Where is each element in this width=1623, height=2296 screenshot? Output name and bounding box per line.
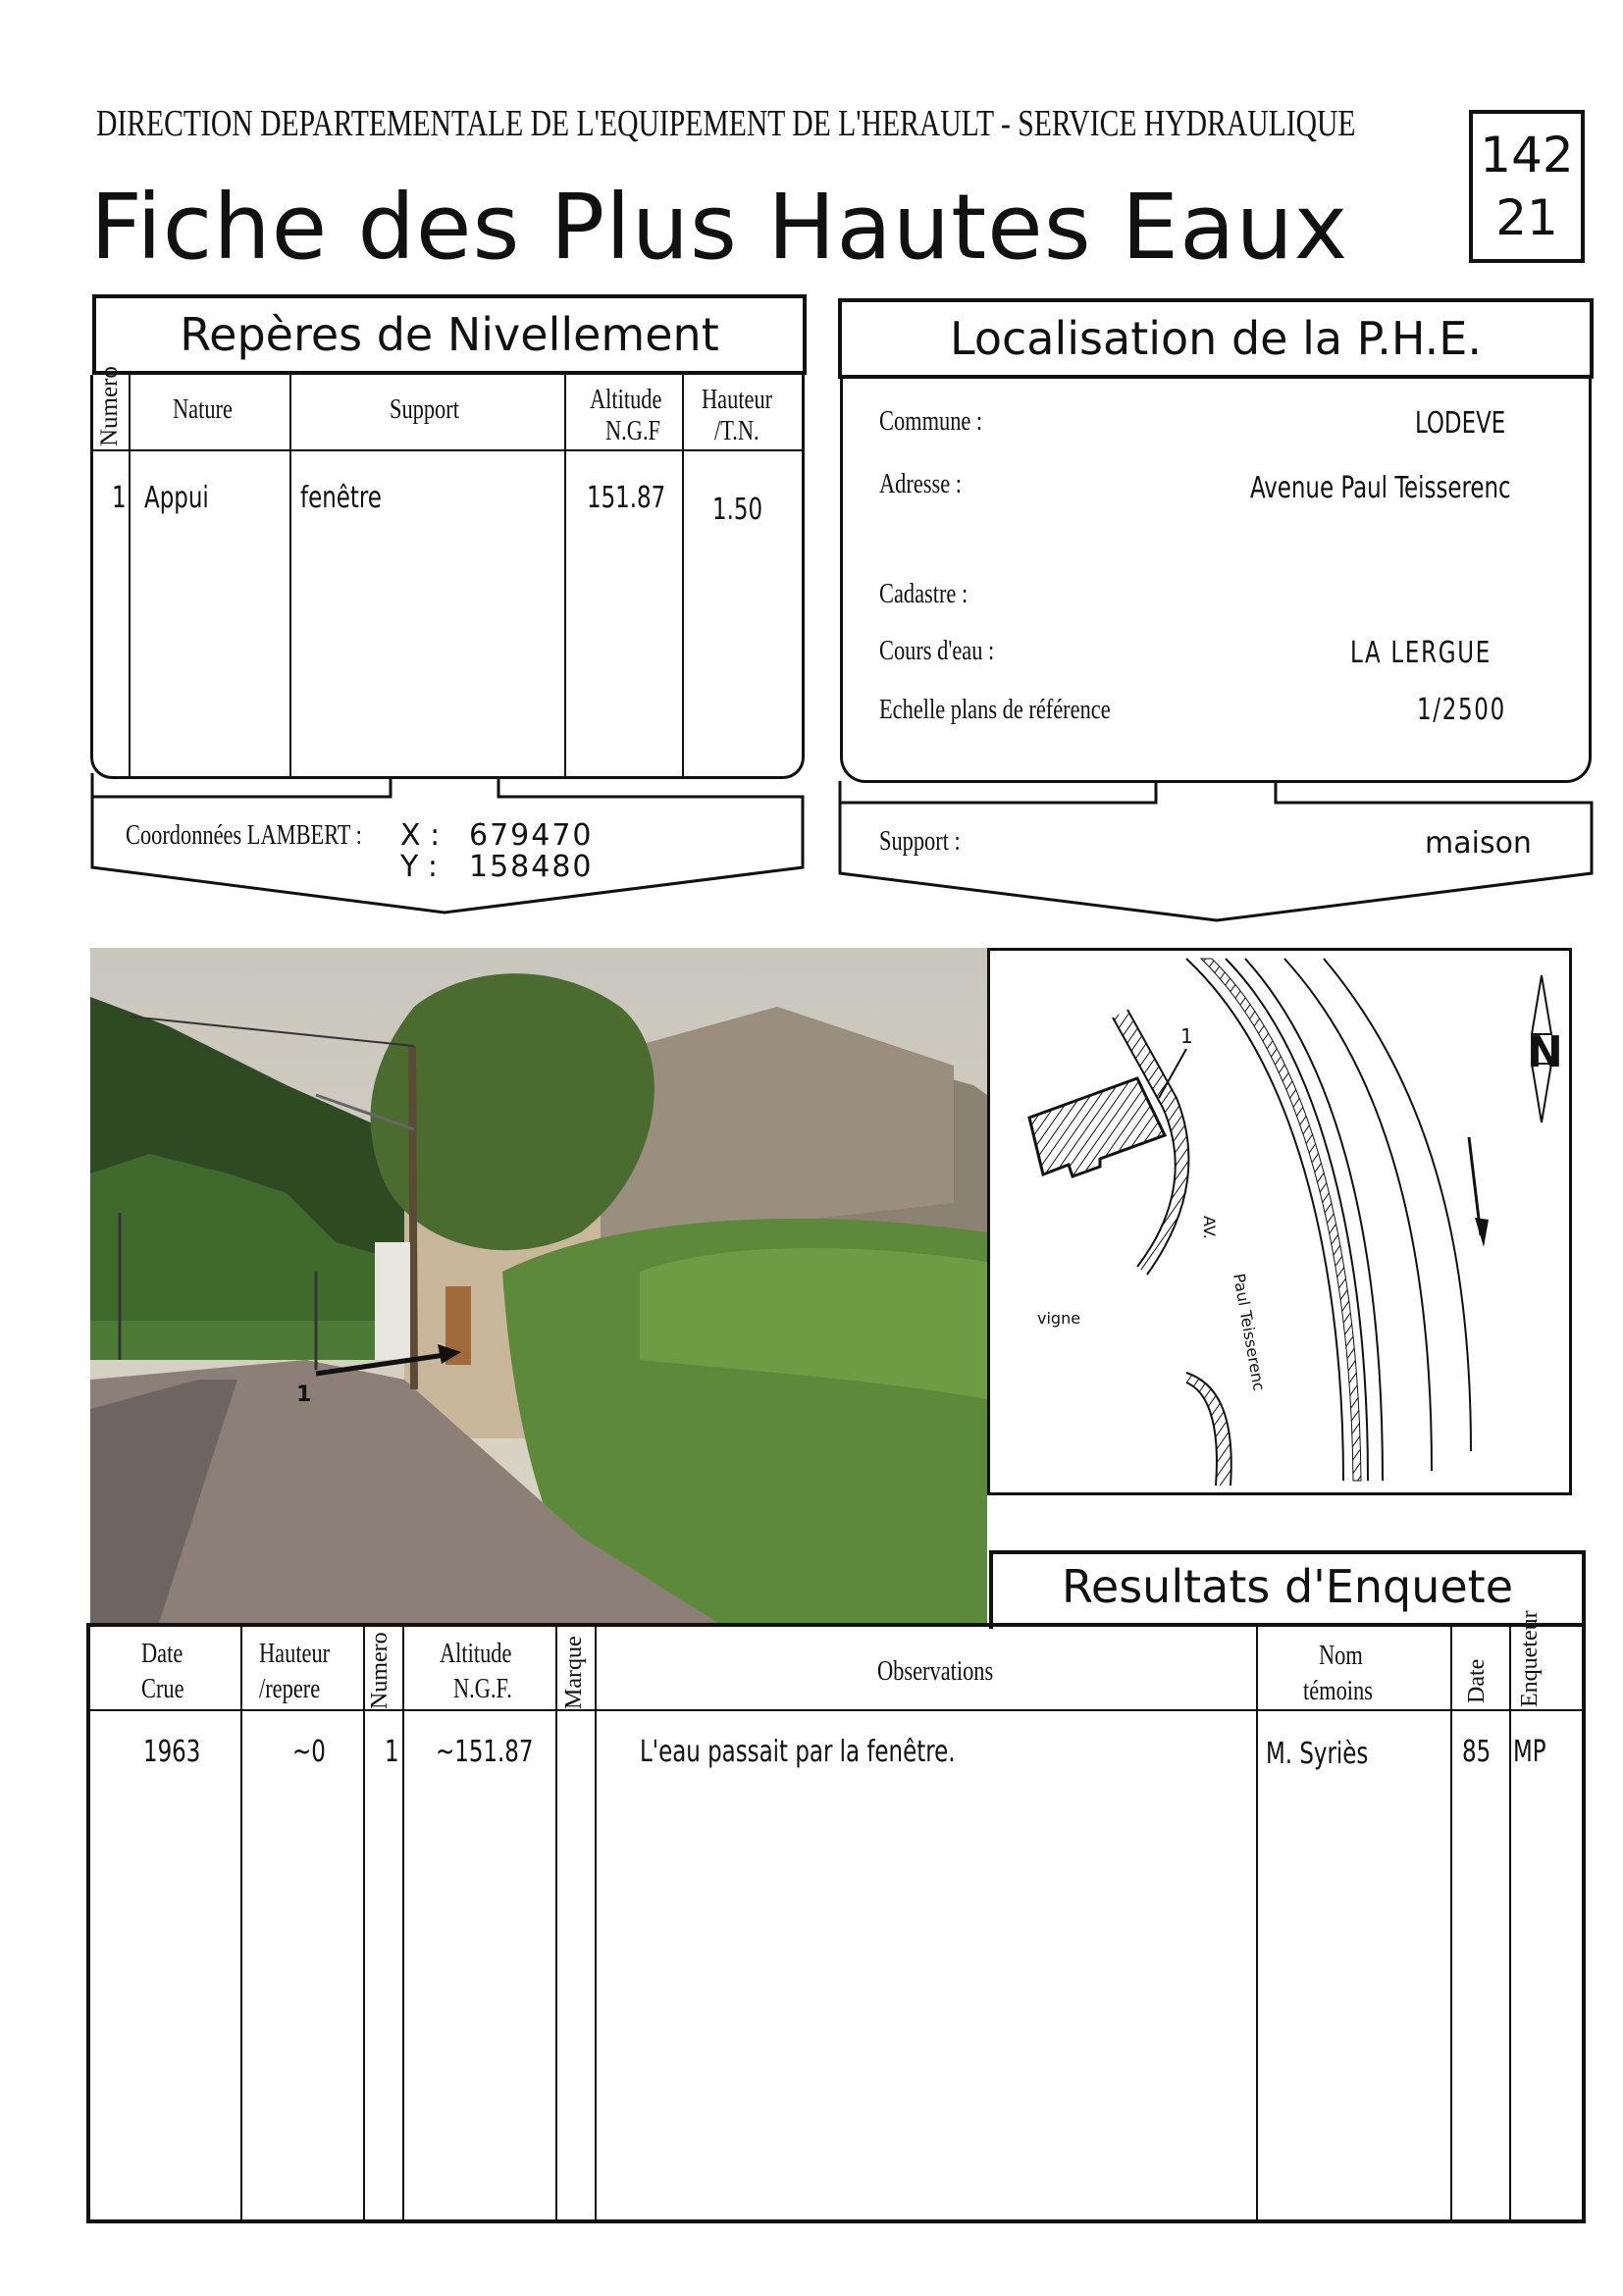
res-col-nom-2: témoins bbox=[1303, 1676, 1373, 1706]
map-vigne-label: vigne bbox=[1037, 1309, 1081, 1328]
res-col-observations: Observations bbox=[877, 1656, 994, 1687]
north-arrow-icon bbox=[1527, 975, 1563, 1122]
resultats-title-box bbox=[989, 1550, 1586, 1629]
map-street-2: Paul Teisserenc bbox=[1230, 1272, 1269, 1393]
res-row-enqueteur: MP bbox=[1513, 1735, 1546, 1769]
lambert-label: Coordonnées LAMBERT : bbox=[126, 820, 362, 851]
reperes-col-hauteur-1: Hauteur bbox=[702, 385, 773, 415]
reperes-col-nature: Nature bbox=[173, 394, 233, 425]
lambert-y-label: Y : bbox=[400, 850, 438, 884]
localisation-title: Localisation de la P.H.E. bbox=[950, 312, 1482, 365]
reperes-row-nature: Appui bbox=[144, 481, 209, 515]
res-col-hauteur-2: /repere bbox=[259, 1674, 321, 1704]
id-bottom: 21 bbox=[1495, 189, 1558, 246]
lambert-x-value: 679470 bbox=[469, 818, 594, 853]
reperes-row-hauteur: 1.50 bbox=[712, 493, 763, 527]
lambert-x-label: X : bbox=[400, 818, 441, 853]
north-label: N bbox=[1527, 1027, 1563, 1077]
reperes-col-hauteur-2: /T.N. bbox=[714, 416, 759, 446]
res-row-nom: M. Syriès bbox=[1266, 1737, 1369, 1771]
reperes-col-numero: Numero bbox=[96, 366, 123, 446]
cadastre-label: Cadastre : bbox=[879, 579, 969, 609]
reperes-row-numero: 1 bbox=[112, 481, 127, 515]
reperes-row-support: fenêtre bbox=[300, 481, 382, 515]
res-col-hauteur-1: Hauteur bbox=[259, 1639, 331, 1669]
id-box bbox=[1469, 110, 1585, 263]
res-col-nom-1: Nom bbox=[1319, 1641, 1363, 1671]
reperes-panel bbox=[90, 375, 805, 779]
echelle-label: Echelle plans de référence bbox=[879, 695, 1111, 725]
support-value: maison bbox=[1425, 826, 1532, 861]
cours-value: LA LERGUE bbox=[1350, 636, 1492, 670]
page-title: Fiche des Plus Hautes Eaux bbox=[90, 175, 1349, 280]
res-col-altitude-2: N.G.F. bbox=[453, 1674, 512, 1704]
echelle-value: 1/2500 bbox=[1417, 693, 1506, 727]
res-row-date: 85 bbox=[1462, 1735, 1492, 1769]
res-col-date-crue-2: Crue bbox=[141, 1674, 184, 1704]
res-row-numero: 1 bbox=[385, 1735, 399, 1769]
res-row-date-crue: 1963 bbox=[143, 1735, 201, 1769]
cours-label: Cours d'eau : bbox=[879, 636, 995, 666]
adresse-label: Adresse : bbox=[879, 469, 962, 499]
location-map bbox=[990, 951, 1569, 1492]
res-col-date: Date bbox=[1464, 1658, 1490, 1703]
resultats-table bbox=[86, 1623, 1586, 2223]
res-row-observation: L'eau passait par la fenêtre. bbox=[640, 1735, 956, 1769]
reperes-row-altitude: 151.87 bbox=[587, 481, 666, 515]
res-col-altitude-1: Altitude bbox=[440, 1639, 512, 1669]
lambert-y-value: 158480 bbox=[469, 850, 594, 884]
res-row-hauteur: ~0 bbox=[292, 1735, 326, 1769]
reperes-col-altitude-1: Altitude bbox=[590, 385, 662, 415]
map-street-1: AV. bbox=[1200, 1216, 1219, 1239]
commune-value: LODEVE bbox=[1415, 406, 1506, 441]
adresse-value: Avenue Paul Teisserenc bbox=[1250, 471, 1511, 505]
localisation-title-box bbox=[838, 298, 1594, 379]
res-row-altitude: ~151.87 bbox=[436, 1735, 534, 1769]
header-direction: DIRECTION DEPARTEMENTALE DE L'EQUIPEMENT DE L'HERAULT - SERVICE HYDRAULIQUE bbox=[96, 103, 1356, 144]
res-col-numero: Numero bbox=[367, 1632, 393, 1709]
photo-marker: 1 bbox=[296, 1383, 312, 1407]
res-col-marque: Marque bbox=[561, 1636, 587, 1709]
id-top: 142 bbox=[1480, 127, 1574, 183]
support-label: Support : bbox=[879, 826, 961, 857]
reperes-title-box bbox=[92, 294, 807, 375]
site-photo bbox=[90, 948, 987, 1623]
resultats-title: Resultats d'Enquete bbox=[1062, 1560, 1513, 1613]
reperes-col-altitude-2: N.G.F bbox=[605, 416, 661, 446]
res-col-enqueteur: Enqueteur bbox=[1517, 1610, 1543, 1707]
res-col-date-crue-1: Date bbox=[141, 1639, 183, 1669]
commune-label: Commune : bbox=[879, 406, 983, 437]
map-marker: 1 bbox=[1180, 1024, 1193, 1048]
reperes-title: Repères de Nivellement bbox=[180, 308, 719, 361]
reperes-col-support: Support bbox=[390, 394, 459, 425]
